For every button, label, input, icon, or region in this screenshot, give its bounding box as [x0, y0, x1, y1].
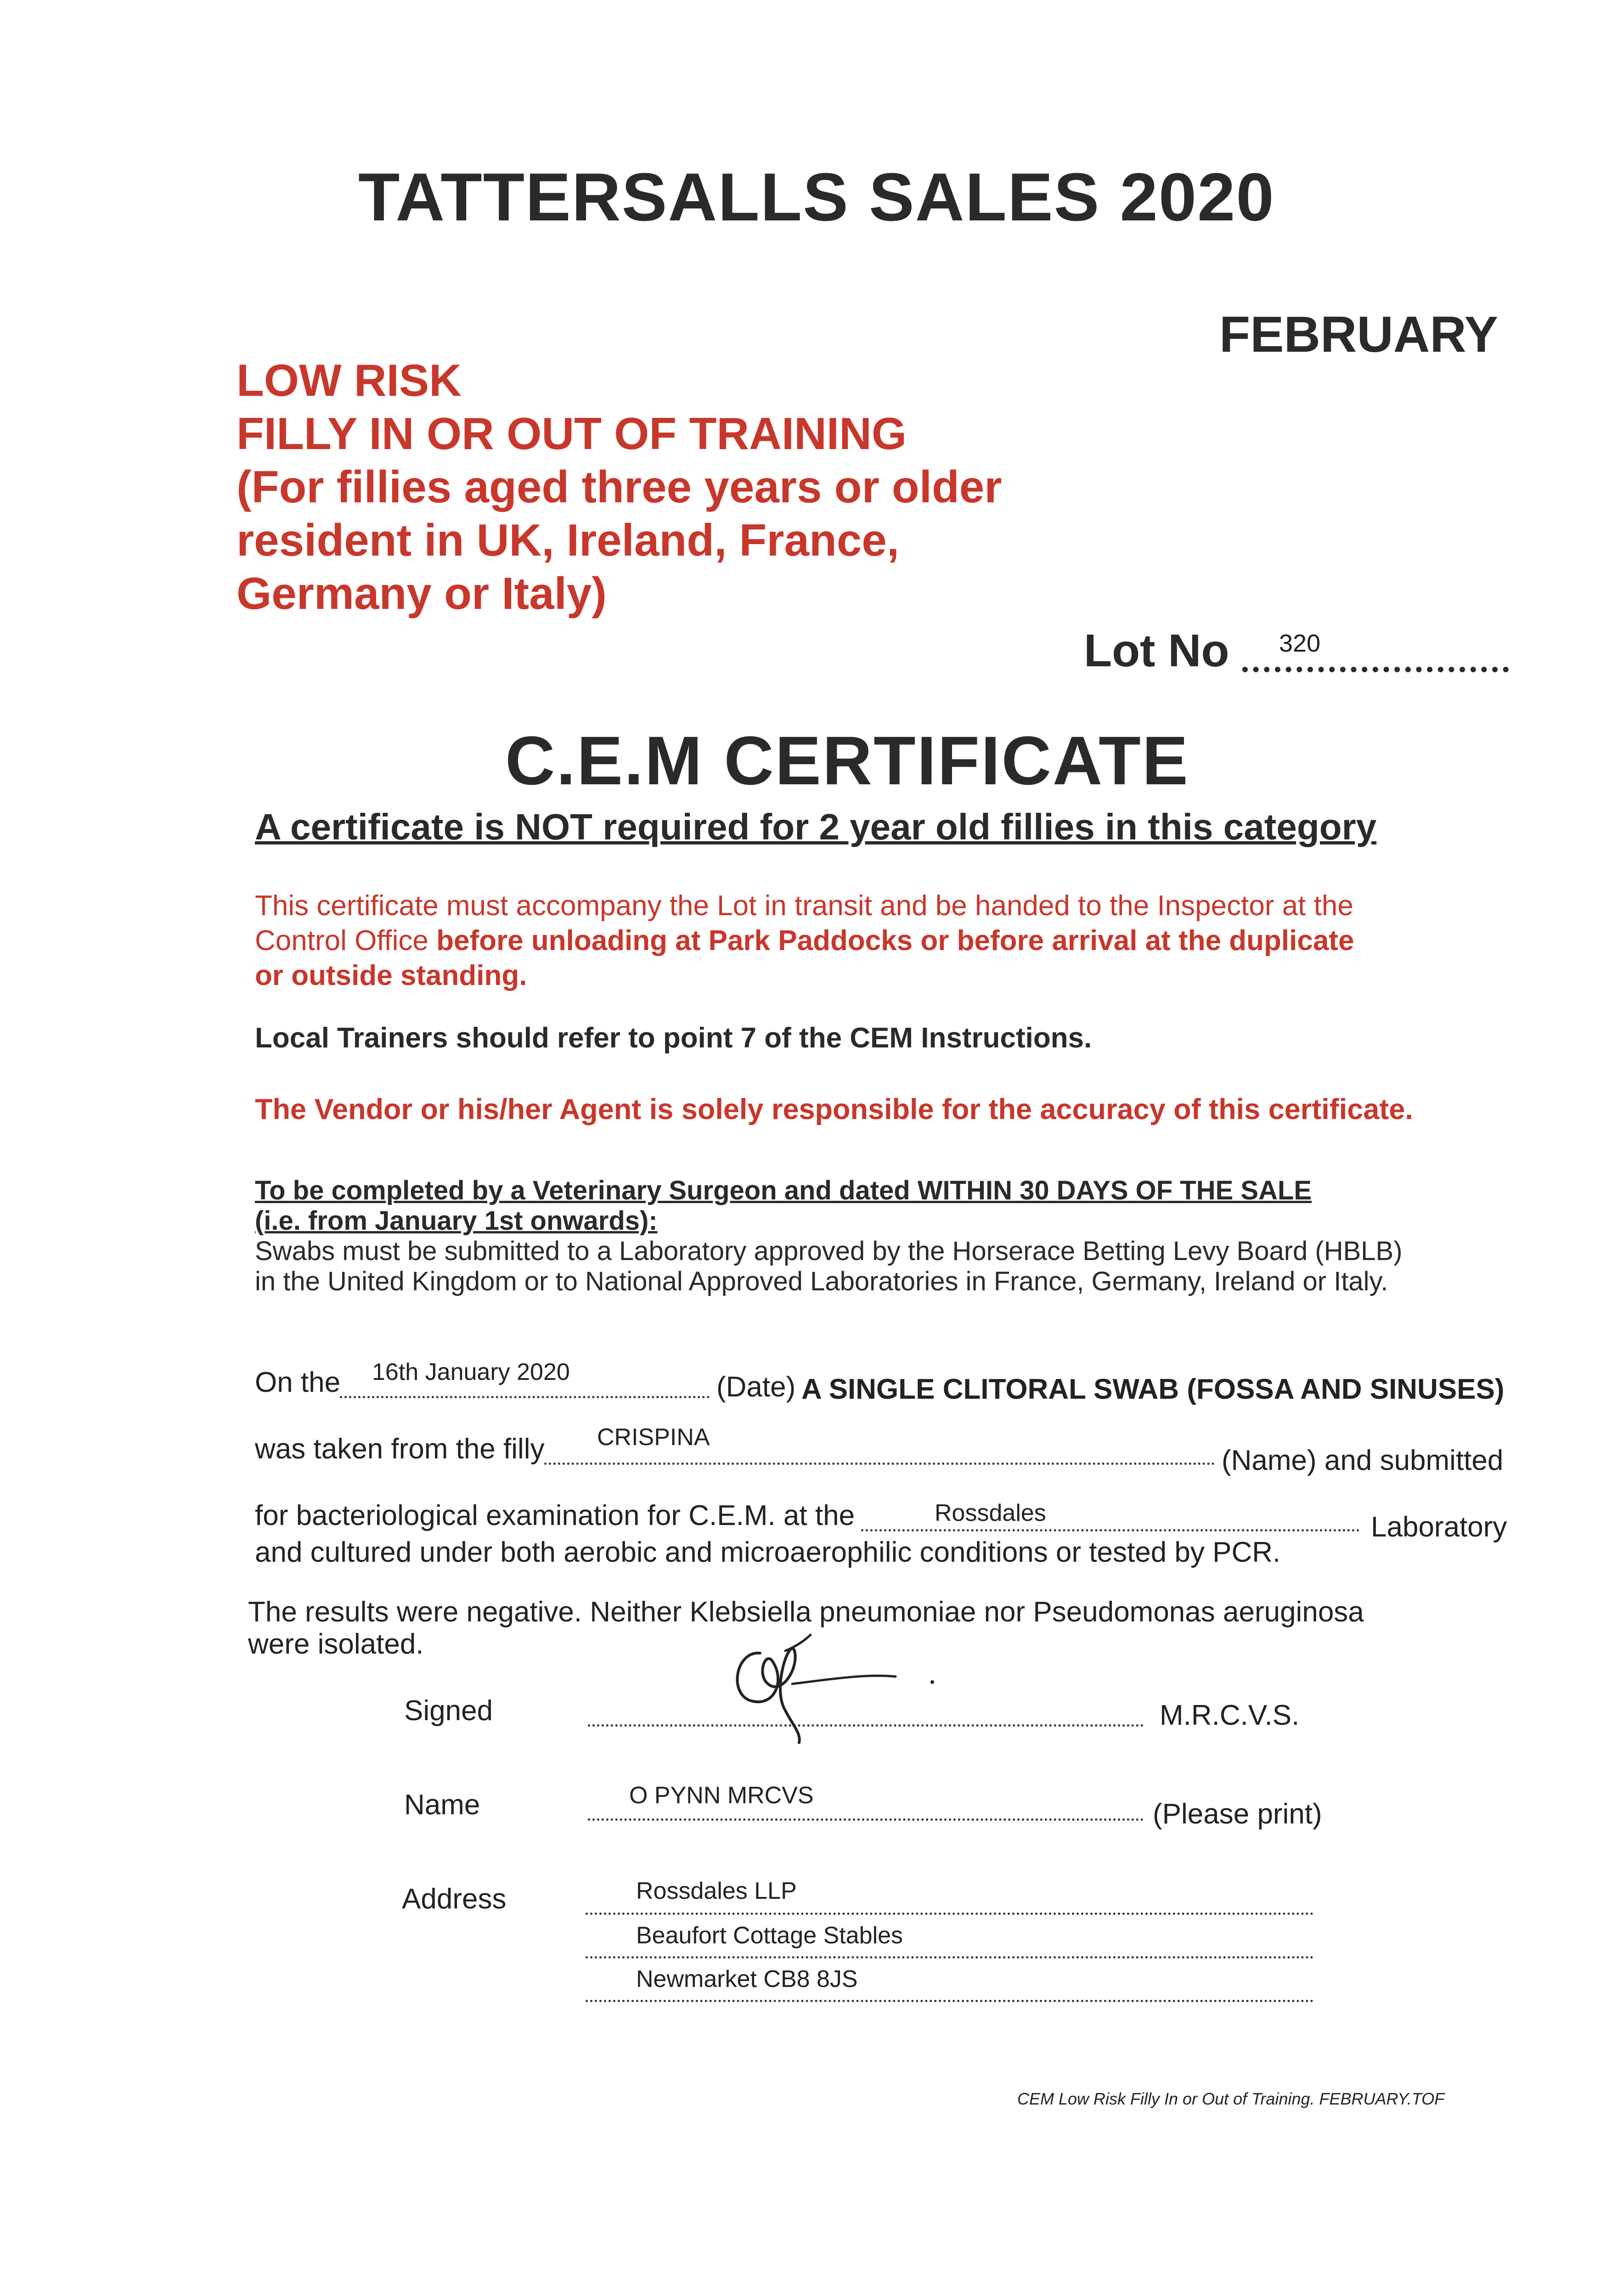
vet-instruction-heading: (i.e. from January 1st onwards): [255, 1206, 658, 1236]
vendor-responsibility-note: The Vendor or his/her Agent is solely responsible for the accuracy of this certificate. [255, 1093, 1413, 1125]
local-trainers-note: Local Trainers should refer to point 7 of the CEM Instructions. [255, 1022, 1092, 1054]
address-dotted-line [586, 1956, 1313, 1958]
laboratory-label: Laboratory [1371, 1511, 1507, 1543]
signature-image [716, 1632, 964, 1747]
taken-from-label: was taken from the filly [255, 1433, 545, 1465]
filly-dotted-line [544, 1463, 1215, 1465]
not-required-note: A certificate is NOT required for 2 year old fillies in this category [255, 806, 1377, 847]
filly-name-value: CRISPINA [597, 1424, 710, 1451]
lot-number-value: 320 [1279, 630, 1321, 657]
transit-line [255, 923, 1354, 958]
certificate-title: C.E.M CERTIFICATE [505, 722, 1189, 799]
address-dotted-line [586, 1913, 1313, 1915]
category-line: resident in UK, Ireland, France, [237, 515, 900, 565]
on-the-label: On the [255, 1367, 341, 1398]
results-line: The results were negative. Neither Klebsiella pneumoniae nor Pseudomonas aeruginosa [248, 1596, 1364, 1628]
category-line: LOW RISK [237, 355, 462, 405]
swab-description: A SINGLE CLITORAL SWAB (FOSSA AND SINUSES) [801, 1373, 1505, 1405]
form-reference: CEM Low Risk Filly In or Out of Training. FEBRUARY.TOF [1017, 2089, 1445, 2108]
category-line: Germany or Italy) [237, 568, 607, 619]
signed-label: Signed [404, 1695, 493, 1727]
address-line-1: Rossdales LLP [636, 1878, 797, 1904]
address-line-3: Newmarket CB8 8JS [636, 1966, 858, 1992]
address-label: Address [402, 1883, 507, 1915]
name-suffix: (Please print) [1153, 1798, 1322, 1830]
lot-dotted-line [1242, 667, 1509, 672]
transit-instructions [255, 889, 1354, 993]
lab-dotted-line [861, 1529, 1359, 1531]
transit-emphasis: before unloading at Park Paddocks or before arrival at the duplicate [436, 925, 1354, 957]
category-block [237, 354, 1002, 620]
name-dotted-line [588, 1818, 1144, 1821]
laboratory-value: Rossdales [935, 1500, 1046, 1526]
swabs-line: in the United Kingdom or to National Approved Laboratories in France, Germany, Ireland or Italy. [255, 1266, 1388, 1296]
lot-label: Lot No [1084, 625, 1229, 676]
vet-name-value: O PYNN MRCVS [629, 1782, 814, 1809]
transit-line: This certificate must accompany the Lot in transit and be handed to the Inspector at the [255, 890, 1353, 922]
date-suffix: (Date) [716, 1371, 796, 1403]
address-line-2: Beaufort Cottage Stables [636, 1922, 903, 1949]
date-dotted-line [340, 1396, 710, 1398]
name-submitted-label: (Name) and submitted [1222, 1445, 1504, 1476]
cultured-line: and cultured under both aerobic and microaerophilic conditions or tested by PCR. [255, 1536, 1281, 1568]
sale-month: FEBRUARY [1219, 306, 1499, 363]
signed-suffix: M.R.C.V.S. [1160, 1699, 1300, 1731]
name-label: Name [404, 1789, 480, 1821]
document-title: TATTERSALLS SALES 2020 [358, 159, 1275, 235]
date-value: 16th January 2020 [372, 1359, 570, 1385]
exam-label: for bacteriological examination for C.E.M. at the [255, 1500, 855, 1531]
vet-instruction-heading: To be completed by a Veterinary Surgeon and dated WITHIN 30 DAYS OF THE SALE [255, 1176, 1312, 1205]
vet-instructions [255, 1176, 1403, 1297]
results-line: were isolated. [248, 1628, 424, 1660]
address-dotted-line [586, 2000, 1313, 2002]
swabs-line: Swabs must be submitted to a Laboratory approved by the Horserace Betting Levy Board (HBLB) [255, 1236, 1403, 1266]
category-line: (For fillies aged three years or older [237, 461, 1002, 512]
transit-line: or outside standing. [255, 960, 527, 991]
category-line: FILLY IN OR OUT OF TRAINING [237, 408, 907, 459]
transit-text: Control Office [255, 925, 437, 957]
